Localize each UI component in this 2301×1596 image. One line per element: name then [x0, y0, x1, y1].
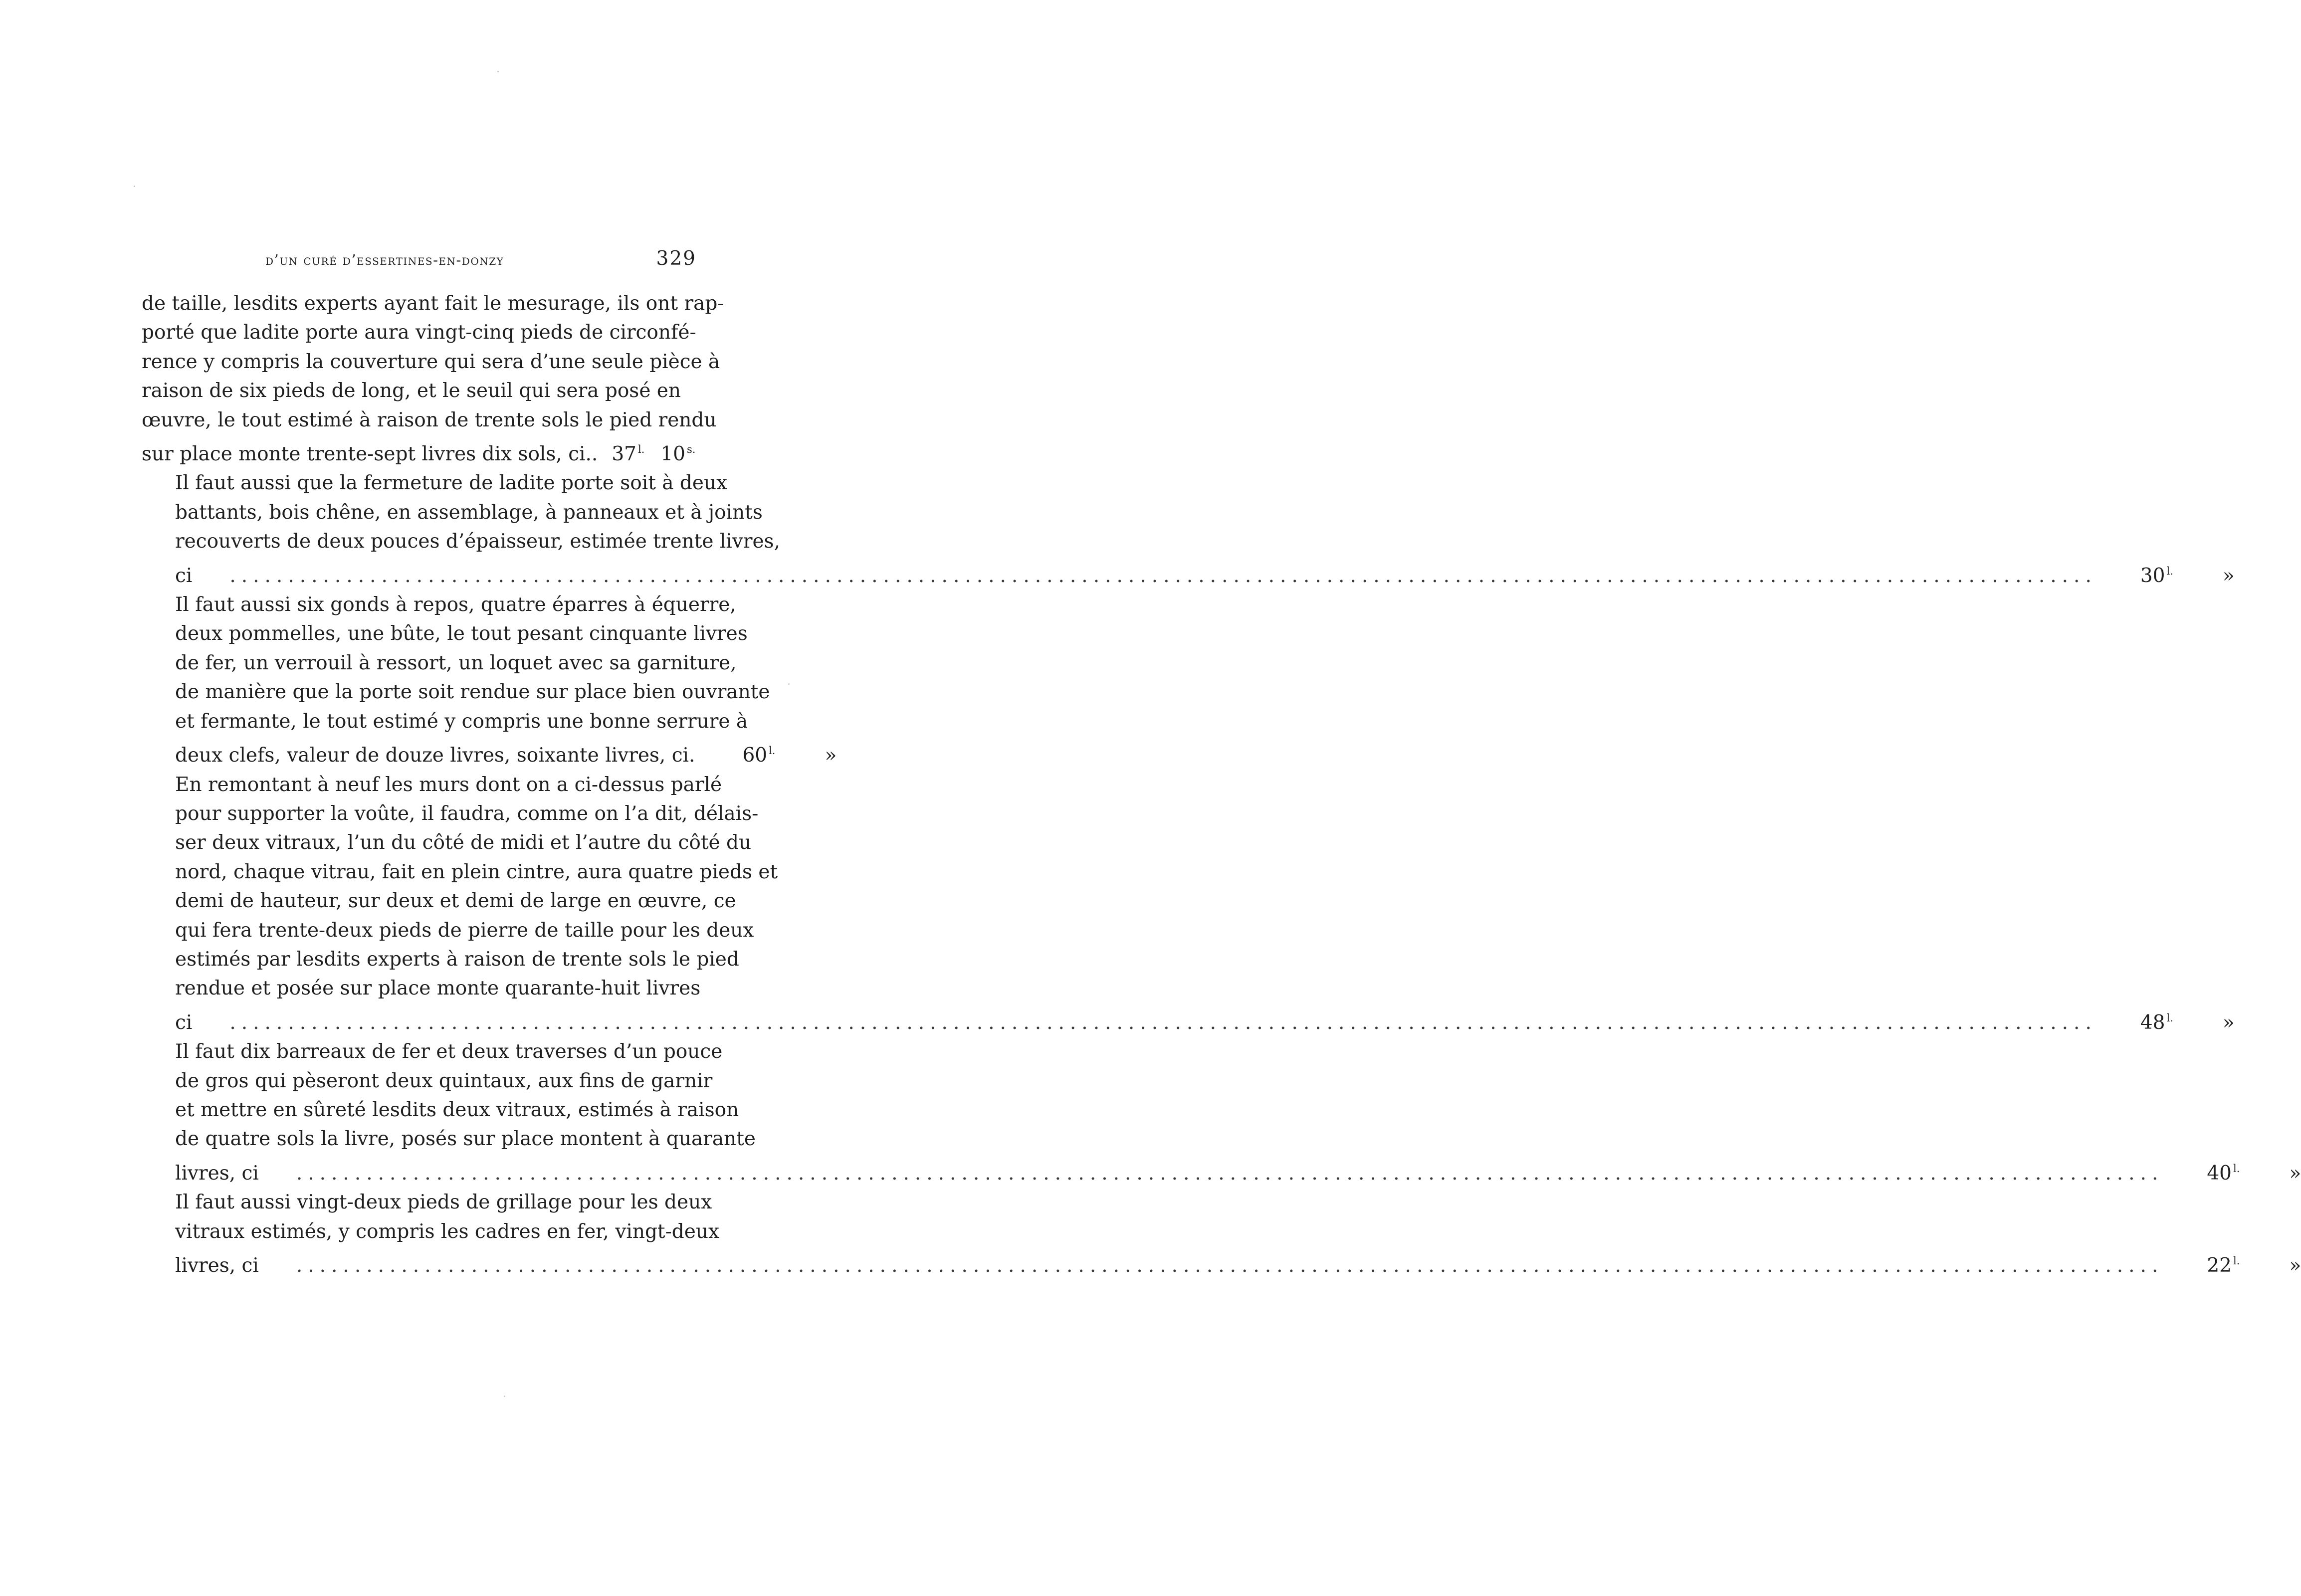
amount-livres: 30 — [2140, 564, 2165, 587]
dot-leader: ................................................................................................................................................................ — [229, 564, 2097, 587]
livres-unit: l. — [637, 443, 645, 456]
leader-line — [142, 557, 2235, 591]
paragraph — [142, 1037, 2301, 1188]
amount-sols: » — [2222, 1011, 2235, 1034]
text-line: de taille, lesdits experts ayant fait le mesurage, ils ont rap- — [142, 292, 724, 315]
leader-text: livres, ci — [175, 1254, 259, 1277]
running-head — [142, 247, 696, 278]
text-line: Il faut dix barreaux de fer et deux traverses d’un pouce — [175, 1040, 723, 1063]
leader-text: livres, ci — [175, 1162, 259, 1185]
text-line: de gros qui pèseront deux quintaux, aux fins de garnir — [175, 1069, 713, 1092]
paragraph — [142, 591, 837, 770]
amount — [2103, 557, 2235, 591]
paragraph — [142, 469, 2235, 591]
amount-livres: 40 — [2207, 1162, 2232, 1185]
text-line: raison de six pieds de long, et le seuil qui sera posé en — [142, 380, 681, 402]
paper-speck — [504, 1396, 505, 1397]
text-line: et mettre en sûreté lesdits deux vitraux, estimés à raison — [175, 1098, 739, 1121]
sols-unit: s. — [687, 443, 696, 456]
leader-line — [142, 1154, 2301, 1188]
amount — [2169, 1246, 2301, 1280]
text-line: qui fera trente-deux pieds de pierre de taille pour les deux — [175, 919, 754, 942]
text-line: pour supporter la voûte, il faudra, comme on l’a dit, délais- — [175, 802, 759, 825]
amount — [2169, 1154, 2301, 1188]
leader-line — [142, 1003, 2235, 1037]
leader-line — [142, 1246, 2301, 1280]
text-line: demi de hauteur, sur deux et demi de large en œuvre, ce — [175, 890, 736, 913]
dot-leader: ................................................................................................................................................................ — [229, 1011, 2097, 1034]
amount-livres: 22 — [2207, 1254, 2232, 1277]
text-line: œuvre, le tout estimé à raison de trente sols le pied rendu — [142, 408, 717, 431]
text-line: battants, bois chêne, en assemblage, à panneaux et à joints — [175, 501, 763, 524]
dot-leader: ................................................................................................................................................................ — [296, 1162, 2164, 1185]
amount-sols: » — [2222, 564, 2235, 587]
text-line: ser deux vitraux, l’un du côté de midi et l’autre du côté du — [175, 831, 752, 854]
amount — [2103, 1003, 2235, 1037]
dot-leader: ................................................................................................................................................................ — [296, 1254, 2164, 1277]
amount-livres: 37 — [612, 443, 636, 466]
text-line: porté que ladite porte aura vingt-cinq pieds de circonfé- — [142, 321, 696, 344]
text-line: En remontant à neuf les murs dont on a ci-dessus parlé — [175, 773, 722, 796]
paper-speck — [497, 71, 499, 72]
leader-text: deux clefs, valeur de douze livres, soixante livres, ci. — [175, 744, 695, 767]
amount-livres: 60 — [742, 744, 768, 767]
text-line: recouverts de deux pouces d’épaisseur, estimée trente livres, — [175, 530, 780, 553]
text-line: Il faut aussi que la fermeture de ladite porte soit à deux — [175, 472, 728, 495]
livres-unit: l. — [2166, 565, 2173, 577]
amount-sols: » — [825, 744, 837, 767]
text-line: nord, chaque vitrau, fait en plein cintre, aura quatre pieds et — [175, 860, 778, 883]
text-line: et fermante, le tout estimé y compris une bonne serrure à — [175, 710, 748, 733]
text-line: Il faut aussi six gonds à repos, quatre éparres à équerre, — [175, 594, 736, 616]
paper-speck — [134, 186, 135, 187]
text-line: estimés par lesdits experts à raison de trente sols le pied — [175, 948, 739, 971]
paragraph — [142, 1188, 2301, 1280]
leader-line — [142, 736, 837, 770]
amount — [608, 435, 698, 469]
running-title: d’un curé d’essertines-en-donzy — [265, 251, 504, 268]
body-text — [142, 289, 2301, 1280]
amount — [705, 736, 837, 770]
text-line: rendue et posée sur place monte quarante-huit livres — [175, 977, 701, 1000]
leader-text: sur place monte trente-sept livres dix sols, ci.. — [142, 443, 598, 466]
paragraph — [142, 289, 724, 469]
livres-unit: l. — [769, 745, 776, 757]
livres-unit: l. — [2233, 1255, 2240, 1267]
livres-unit: l. — [2233, 1162, 2240, 1175]
paragraph — [142, 771, 2235, 1038]
leader-text: ci — [175, 564, 193, 587]
text-line: Il faut aussi vingt-deux pieds de grillage pour les deux — [175, 1191, 712, 1214]
text-line: de fer, un verrouil à ressort, un loquet avec sa garniture, — [175, 651, 737, 674]
page-number: 329 — [656, 247, 696, 270]
amount-sols: 10 — [660, 443, 685, 466]
paper-speck — [788, 683, 790, 685]
text-line: de quatre sols la livre, posés sur place montent à quarante — [175, 1128, 756, 1151]
leader-line — [142, 435, 696, 469]
amount-sols: » — [2289, 1254, 2301, 1277]
text-line: de manière que la porte soit rendue sur place bien ouvrante — [175, 681, 770, 704]
livres-unit: l. — [2166, 1011, 2173, 1024]
text-line: rence y compris la couverture qui sera d’une seule pièce à — [142, 350, 720, 373]
leader-text: ci — [175, 1011, 193, 1034]
amount-sols: » — [2289, 1162, 2301, 1185]
amount-livres: 48 — [2140, 1011, 2165, 1034]
text-line: deux pommelles, une bûte, le tout pesant cinquante livres — [175, 622, 748, 645]
text-line: vitraux estimés, y compris les cadres en fer, vingt-deux — [175, 1220, 719, 1243]
